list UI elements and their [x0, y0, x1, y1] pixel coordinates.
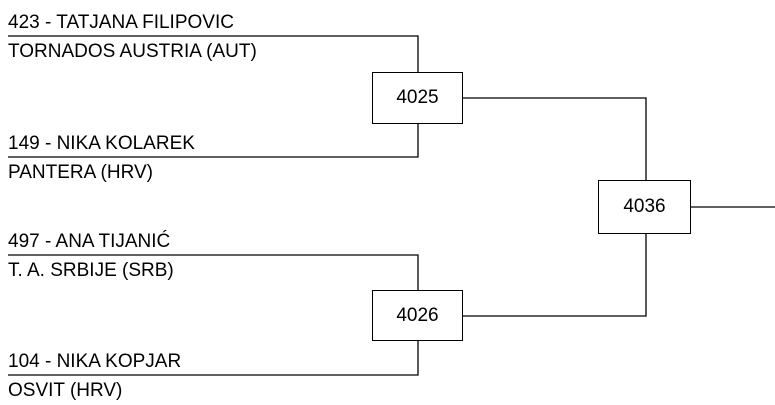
participant-club: TORNADOS AUSTRIA (AUT) [8, 41, 257, 62]
match-box-4036[interactable]: 4036 [598, 180, 691, 234]
participant-club: OSVIT (HRV) [8, 380, 123, 401]
participant-club: T. A. SRBIJE (SRB) [8, 260, 174, 281]
match-box-4025[interactable]: 4025 [372, 72, 463, 124]
participant-name: 104 - NIKA KOPJAR [8, 351, 182, 372]
participant-club: PANTERA (HRV) [8, 162, 153, 183]
participant-name: 149 - NIKA KOLAREK [8, 133, 195, 154]
match-box-4026[interactable]: 4026 [372, 290, 463, 341]
participant-name: 497 - ANA TIJANIĆ [8, 231, 171, 252]
participant-name: 423 - TATJANA FILIPOVIC [8, 12, 234, 33]
